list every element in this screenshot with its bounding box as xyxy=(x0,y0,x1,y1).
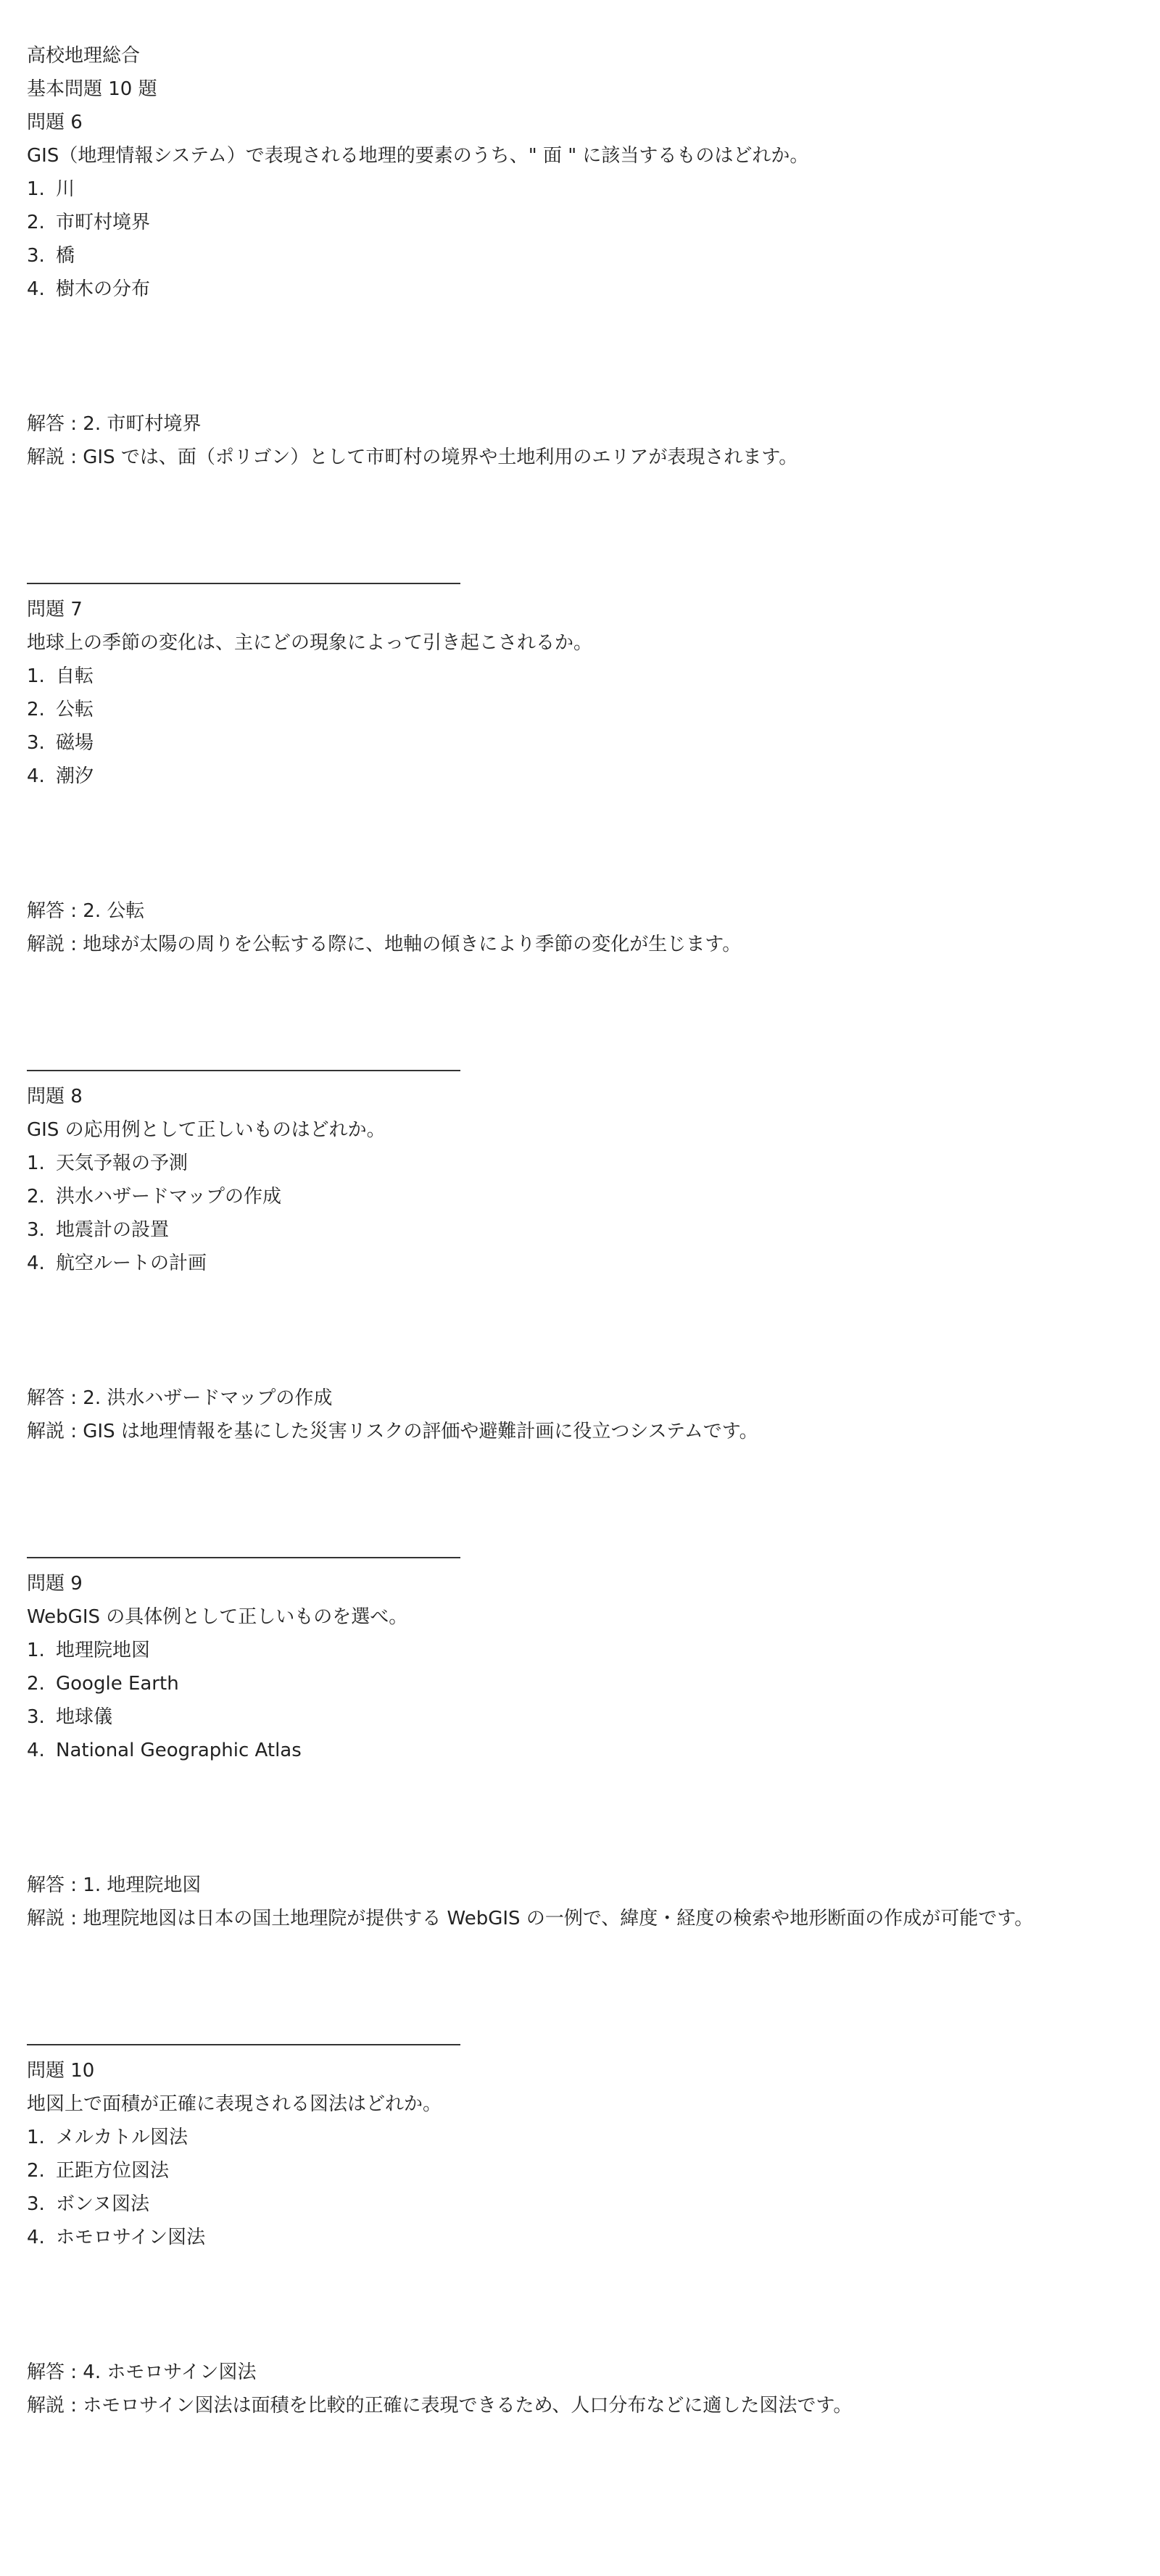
option-item xyxy=(27,1734,1129,1767)
answer-text: 解答 : 2. 公転 xyxy=(27,900,145,922)
option-item xyxy=(27,173,1129,206)
option-number: 3. xyxy=(27,245,45,267)
option-number: 2. xyxy=(27,699,45,720)
option-text: 樹木の分布 xyxy=(56,278,151,300)
option-item xyxy=(27,273,1129,306)
question-block xyxy=(27,1567,1129,2045)
option-item xyxy=(27,1634,1129,1667)
option-number: 4. xyxy=(27,765,45,787)
question-text: 地図上で面積が正確に表現される図法はどれか。 xyxy=(27,2093,442,2115)
question-label: 問題 9 xyxy=(27,1573,83,1595)
option-number: 2. xyxy=(27,1673,45,1695)
question-label: 問題 6 xyxy=(27,112,83,133)
question-text: GIS の応用例として正しいものはどれか。 xyxy=(27,1119,386,1141)
option-item xyxy=(27,2187,1129,2221)
explanation-text: 解説 : GIS では、面（ポリゴン）として市町村の境界や土地利用のエリアが表現されます。 xyxy=(27,446,798,468)
question-text: WebGIS の具体例として正しいものを選べ。 xyxy=(27,1606,408,1628)
question-label: 問題 7 xyxy=(27,599,83,620)
question-block xyxy=(27,593,1129,1071)
question-text: 地球上の季節の変化は、主にどの現象によって引き起こされるか。 xyxy=(27,632,593,654)
document-title: 高校地理総合 xyxy=(27,45,141,67)
option-number: 4. xyxy=(27,1740,45,1761)
section-divider xyxy=(27,583,460,584)
option-text: ホモロサイン図法 xyxy=(56,2227,206,2248)
section-divider xyxy=(27,1557,460,1558)
option-number: 2. xyxy=(27,2160,45,2182)
option-text: Google Earth xyxy=(56,1673,179,1695)
option-item xyxy=(27,1700,1129,1734)
answer-text: 解答 : 2. 洪水ハザードマップの作成 xyxy=(27,1387,333,1409)
option-item xyxy=(27,1213,1129,1247)
question-text: GIS（地理情報システム）で表現される地理的要素のうち、" 面 " に該当するものはどれか。 xyxy=(27,145,809,167)
option-item xyxy=(27,760,1129,793)
option-number: 4. xyxy=(27,278,45,300)
question-block xyxy=(27,2054,1129,2422)
option-text: メルカトル図法 xyxy=(56,2127,188,2148)
option-number: 1. xyxy=(27,1640,45,1661)
option-item xyxy=(27,1247,1129,1280)
question-block xyxy=(27,1080,1129,1558)
option-item xyxy=(27,2221,1129,2254)
explanation-text: 解説 : GIS は地理情報を基にした災害リスクの評価や避難計画に役立つシステムです。 xyxy=(27,1421,758,1442)
option-number: 3. xyxy=(27,2193,45,2215)
option-number: 3. xyxy=(27,1219,45,1241)
option-text: 地震計の設置 xyxy=(56,1219,170,1241)
option-number: 2. xyxy=(27,1186,45,1208)
answer-text: 解答 : 1. 地理院地図 xyxy=(27,1874,202,1896)
option-number: 3. xyxy=(27,1706,45,1728)
option-text: 航空ルートの計画 xyxy=(56,1252,207,1274)
option-text: National Geographic Atlas xyxy=(56,1740,302,1761)
option-item xyxy=(27,1180,1129,1213)
option-number: 1. xyxy=(27,178,45,200)
option-number: 1. xyxy=(27,665,45,687)
explanation-text: 解説 : ホモロサイン図法は面積を比較的正確に表現できるため、人口分布などに適した図法です。 xyxy=(27,2395,853,2417)
option-text: 洪水ハザードマップの作成 xyxy=(56,1186,281,1208)
option-item xyxy=(27,693,1129,726)
option-number: 2. xyxy=(27,212,45,233)
explanation-text: 解説 : 地球が太陽の周りを公転する際に、地軸の傾きにより季節の変化が生じます。 xyxy=(27,934,742,955)
option-item xyxy=(27,2121,1129,2154)
section-divider xyxy=(27,1070,460,1071)
option-text: 磁場 xyxy=(56,732,94,754)
option-text: ボンヌ図法 xyxy=(56,2193,149,2215)
option-text: 正距方位図法 xyxy=(56,2160,170,2182)
option-number: 4. xyxy=(27,2227,45,2248)
option-number: 3. xyxy=(27,732,45,754)
option-text: 地球儀 xyxy=(56,1706,113,1728)
question-label: 問題 10 xyxy=(27,2060,95,2082)
option-number: 1. xyxy=(27,2127,45,2148)
option-text: 公転 xyxy=(56,699,94,720)
option-item xyxy=(27,726,1129,760)
option-item xyxy=(27,2154,1129,2187)
option-item xyxy=(27,206,1129,239)
question-label: 問題 8 xyxy=(27,1086,83,1108)
option-text: 市町村境界 xyxy=(56,212,151,233)
option-number: 1. xyxy=(27,1152,45,1174)
answer-text: 解答 : 4. ホモロサイン図法 xyxy=(27,2361,257,2383)
option-item xyxy=(27,1147,1129,1180)
option-text: 地理院地図 xyxy=(56,1640,151,1661)
option-text: 川 xyxy=(56,178,75,200)
option-text: 天気予報の予測 xyxy=(56,1152,188,1174)
option-text: 橋 xyxy=(56,245,75,267)
option-text: 潮汐 xyxy=(56,765,94,787)
answer-text: 解答 : 2. 市町村境界 xyxy=(27,413,202,435)
option-item xyxy=(27,660,1129,693)
option-number: 4. xyxy=(27,1252,45,1274)
document-page xyxy=(27,39,1129,2422)
option-item xyxy=(27,239,1129,273)
section-divider xyxy=(27,2044,460,2045)
question-block xyxy=(27,106,1129,584)
option-item xyxy=(27,1667,1129,1700)
document-subtitle: 基本問題 10 題 xyxy=(27,78,157,100)
option-text: 自転 xyxy=(56,665,94,687)
explanation-text: 解説 : 地理院地図は日本の国土地理院が提供する WebGIS の一例で、緯度・経度の検索や地形断面の作成が可能です。 xyxy=(27,1908,1034,1929)
